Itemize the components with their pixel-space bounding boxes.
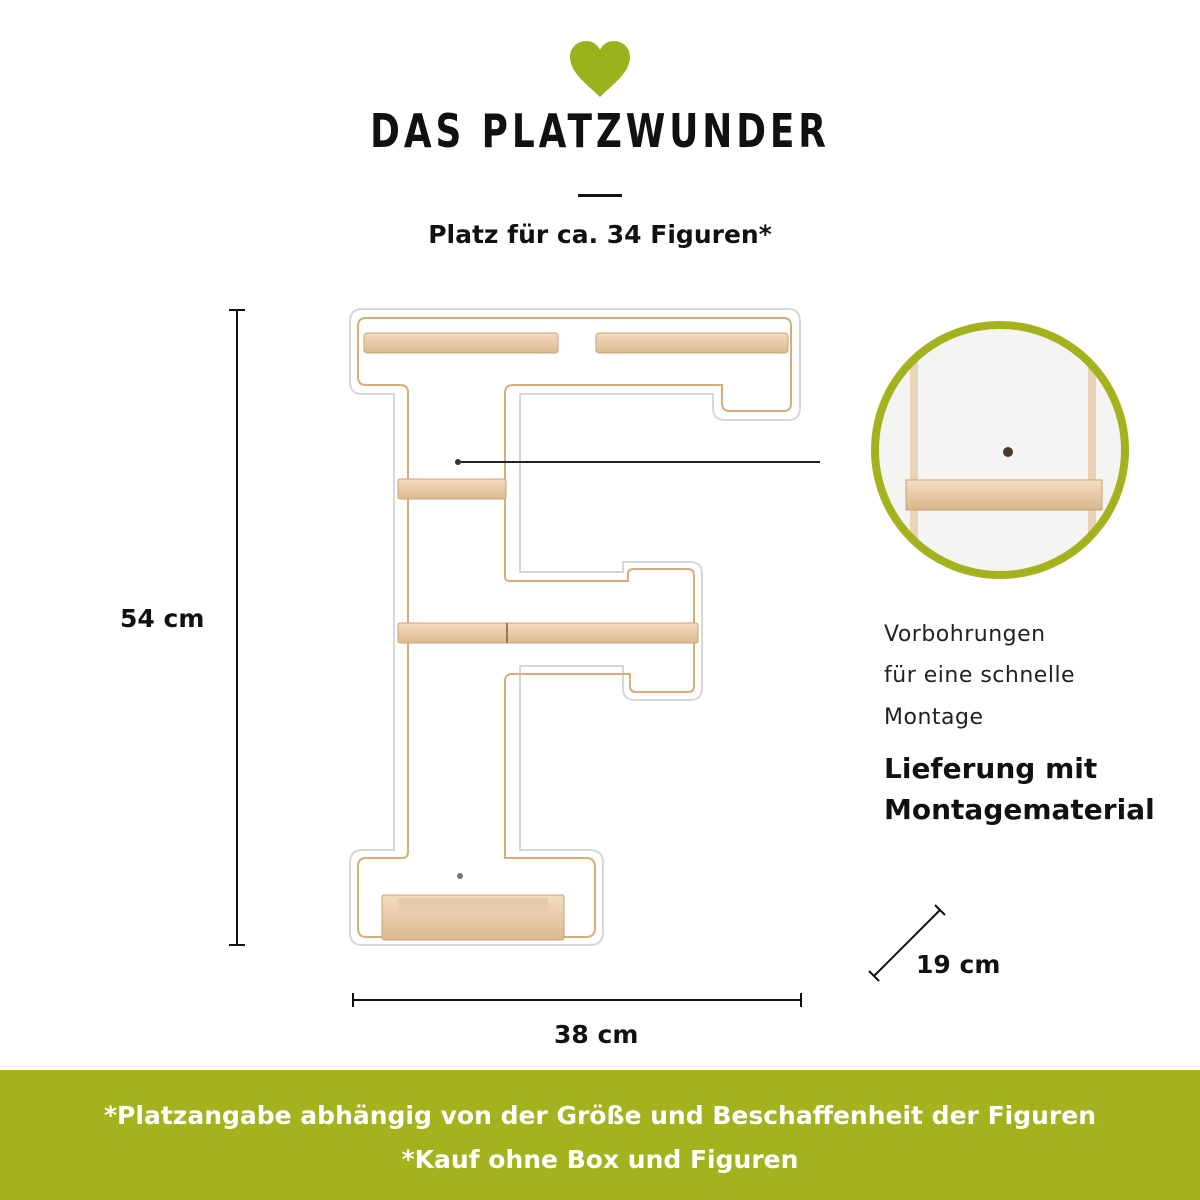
callout-line-1: Vorbohrungen — [884, 622, 1046, 647]
width-dimension-line — [348, 990, 806, 1010]
delivery-line-2: Montagematerial — [884, 793, 1155, 826]
delivery-line-1: Lieferung mit — [884, 752, 1098, 785]
callout-line-2: für eine schnelle — [884, 663, 1076, 688]
height-label: 54 cm — [120, 604, 205, 633]
footer-banner — [0, 1070, 1200, 1200]
zoom-detail-circle — [870, 310, 1130, 590]
capacity-subtitle: Platz für ca. 34 Figuren* — [428, 220, 772, 249]
heart-icon — [568, 40, 632, 98]
footer-note-1: *Platzangabe abhängig von der Größe und Beschaffenheit der Figuren — [103, 1101, 1096, 1130]
title-divider — [578, 194, 622, 197]
width-label: 38 cm — [554, 1020, 639, 1049]
f-shelf-image — [340, 300, 820, 960]
height-dimension-line — [225, 305, 249, 950]
callout-line-3: Montage — [884, 705, 984, 730]
footer-note-2: *Kauf ohne Box und Figuren — [401, 1145, 799, 1174]
page-title: DAS PLATZWUNDER — [370, 104, 830, 158]
depth-label: 19 cm — [916, 950, 1001, 979]
